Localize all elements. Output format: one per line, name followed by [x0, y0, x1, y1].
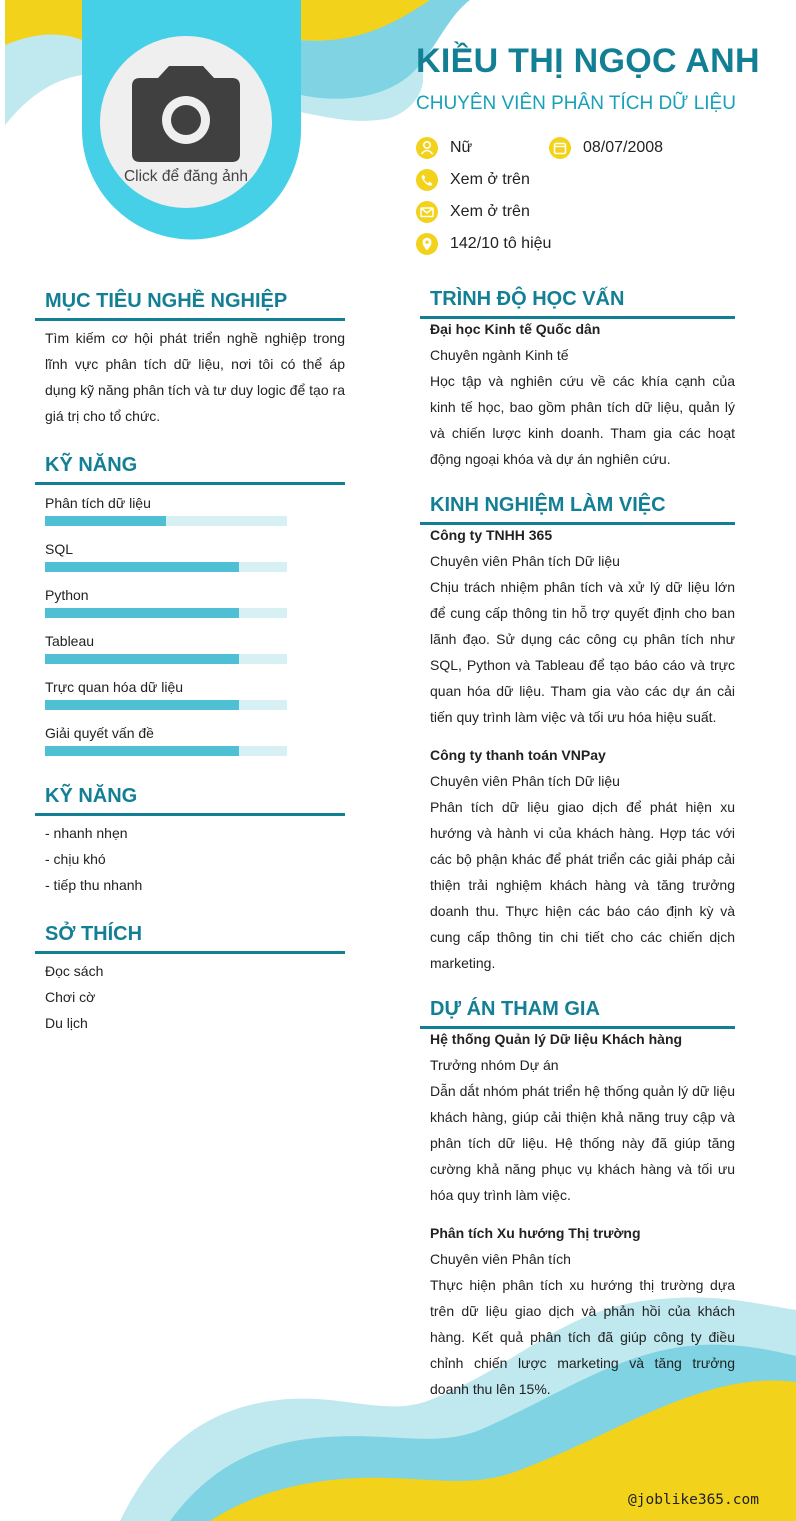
skill-bar: [45, 562, 287, 572]
email-value: Xem ở trên: [450, 203, 530, 220]
list-item: Du lịch: [45, 1015, 88, 1031]
entry-title: Hệ thống Quản lý Dữ liệu Khách hàng: [430, 1031, 683, 1047]
list-item: Đọc sách: [45, 963, 104, 979]
person-icon: [416, 137, 438, 159]
entry-title: Phân tích Xu hướng Thị trường: [430, 1225, 641, 1241]
skill-item: [45, 586, 287, 618]
hobbies-list: [45, 958, 103, 1036]
projects-heading: DỰ ÁN THAM GIA: [420, 998, 735, 1029]
skill-label: SQL: [45, 541, 74, 557]
skill-bar: [45, 608, 287, 618]
entry-description: Chịu trách nhiệm phân tích và xử lý dữ liệu lớn để cung cấp thông tin hỗ trợ quyết định cho ban lãnh đạo. Sử dụng các công cụ phân tích như SQL, Python và Tableau để tạo báo cáo và trực quan hóa dữ liệu. Tham gia vào các dự án cải tiến quy trình làm việc và tối ưu hóa hiệu suất.: [430, 579, 735, 725]
location-pin-icon: [416, 233, 438, 255]
list-item: Chơi cờ: [45, 989, 96, 1005]
skill-bar-fill: [45, 608, 239, 618]
experience-heading: KINH NGHIỆM LÀM VIỆC: [420, 494, 735, 525]
entry-description: Thực hiện phân tích xu hướng thị trường dựa trên dữ liệu giao dịch và phản hồi của khách hàng. Kết quả phân tích đã giúp công ty điều chỉnh chiến lược marketing và tăng trưởng doanh thu lên 15%.: [430, 1277, 735, 1397]
entry-subtitle: Chuyên viên Phân tích Dữ liệu: [430, 773, 620, 789]
experience-entry: [430, 742, 735, 976]
address-row: [416, 233, 551, 255]
gender-value: Nữ: [450, 139, 473, 156]
education-heading: TRÌNH ĐỘ HỌC VẤN: [420, 288, 735, 319]
skill-item: [45, 632, 287, 664]
entry-title: Công ty thanh toán VNPay: [430, 747, 606, 763]
soft-skills-list: [45, 820, 142, 898]
phone-row: [416, 169, 530, 191]
entry-subtitle: Chuyên viên Phân tích: [430, 1251, 571, 1267]
skill-bar-fill: [45, 746, 239, 756]
photo-placeholder[interactable]: [100, 36, 272, 208]
entry-title: Đại học Kinh tế Quốc dân: [430, 321, 601, 337]
skill-bar-fill: [45, 700, 239, 710]
entry-subtitle: Trưởng nhóm Dự án: [430, 1057, 559, 1073]
skill-bar: [45, 516, 287, 526]
entry-description: Phân tích dữ liệu giao dịch để phát hiện xu hướng và hành vi của khách hàng. Hợp tác với các bộ phận khác để phát triển các giải pháp cải thiện trải nghiệm khách hàng và tăng trưởng doanh thu. Thực hiện các báo cáo định kỳ và cung cấp thông tin chi tiết cho các chiến dịch marketing.: [430, 799, 735, 971]
gender-row: [416, 137, 472, 159]
skill-label: Giải quyết vấn đề: [45, 725, 154, 741]
candidate-name: KIỀU THỊ NGỌC ANH: [416, 42, 760, 80]
skill-bar-fill: [45, 516, 166, 526]
education-entry: [430, 316, 735, 472]
address-value: 142/10 tô hiệu: [450, 235, 552, 252]
list-item: - nhanh nhẹn: [45, 825, 128, 841]
skill-bar-fill: [45, 562, 239, 572]
entry-description: Dẫn dắt nhóm phát triển hệ thống quản lý dữ liệu khách hàng, giúp cải thiện khả năng truy cập và phân tích dữ liệu. Hệ thống này đã giúp tăng cường khả năng phục vụ khách hàng và tối ưu hóa quy trình làm việc.: [430, 1083, 735, 1203]
experience-entry: [430, 522, 735, 730]
entry-description: Học tập và nghiên cứu về các khía cạnh của kinh tế học, bao gồm phân tích dữ liệu, quản lý và chiến lược kinh doanh. Tham gia các hoạt động ngoại khóa và dự án nghiên cứu.: [430, 373, 735, 467]
soft-skills-heading: KỸ NĂNG: [35, 785, 345, 816]
skill-label: Tableau: [45, 633, 95, 649]
hobbies-heading: SỞ THÍCH: [35, 923, 345, 954]
skill-bar: [45, 746, 287, 756]
birthdate-value: 08/07/2008: [583, 139, 664, 156]
birthdate-row: [549, 137, 663, 159]
phone-icon: [416, 169, 438, 191]
skill-item: [45, 540, 287, 572]
skills-heading: KỸ NĂNG: [35, 454, 345, 485]
skill-bar: [45, 700, 287, 710]
objective-text: Tìm kiếm cơ hội phát triển nghề nghiệp trong lĩnh vực phân tích dữ liệu, nơi tôi có thể áp dụng kỹ năng phân tích và tư duy logic để tạo ra giá trị cho tổ chức.: [45, 330, 345, 424]
email-row: [416, 201, 530, 223]
skill-label: Trực quan hóa dữ liệu: [45, 679, 184, 695]
footer-handle: @joblike365.com: [628, 1492, 759, 1508]
skill-label: Python: [45, 587, 89, 603]
skill-item: [45, 494, 287, 526]
skill-bar-fill: [45, 654, 239, 664]
candidate-title: CHUYÊN VIÊN PHÂN TÍCH DỮ LIỆU: [416, 93, 736, 114]
objective-heading: MỤC TIÊU NGHỀ NGHIỆP: [35, 290, 345, 321]
skill-bar: [45, 654, 287, 664]
calendar-icon: [549, 137, 571, 159]
entry-title: Công ty TNHH 365: [430, 527, 553, 543]
project-entry: [430, 1220, 735, 1402]
skill-label: Phân tích dữ liệu: [45, 495, 151, 511]
list-item: - tiếp thu nhanh: [45, 877, 143, 893]
entry-subtitle: Chuyên ngành Kinh tế: [430, 347, 569, 363]
phone-value: Xem ở trên: [450, 171, 530, 188]
skill-item: [45, 724, 287, 756]
mail-icon: [416, 201, 438, 223]
list-item: - chịu khó: [45, 851, 106, 867]
photo-block[interactable]: [82, 0, 301, 241]
skill-item: [45, 678, 287, 710]
photo-upload-label[interactable]: Click để đăng ảnh: [123, 168, 249, 185]
project-entry: [430, 1026, 735, 1208]
entry-subtitle: Chuyên viên Phân tích Dữ liệu: [430, 553, 620, 569]
